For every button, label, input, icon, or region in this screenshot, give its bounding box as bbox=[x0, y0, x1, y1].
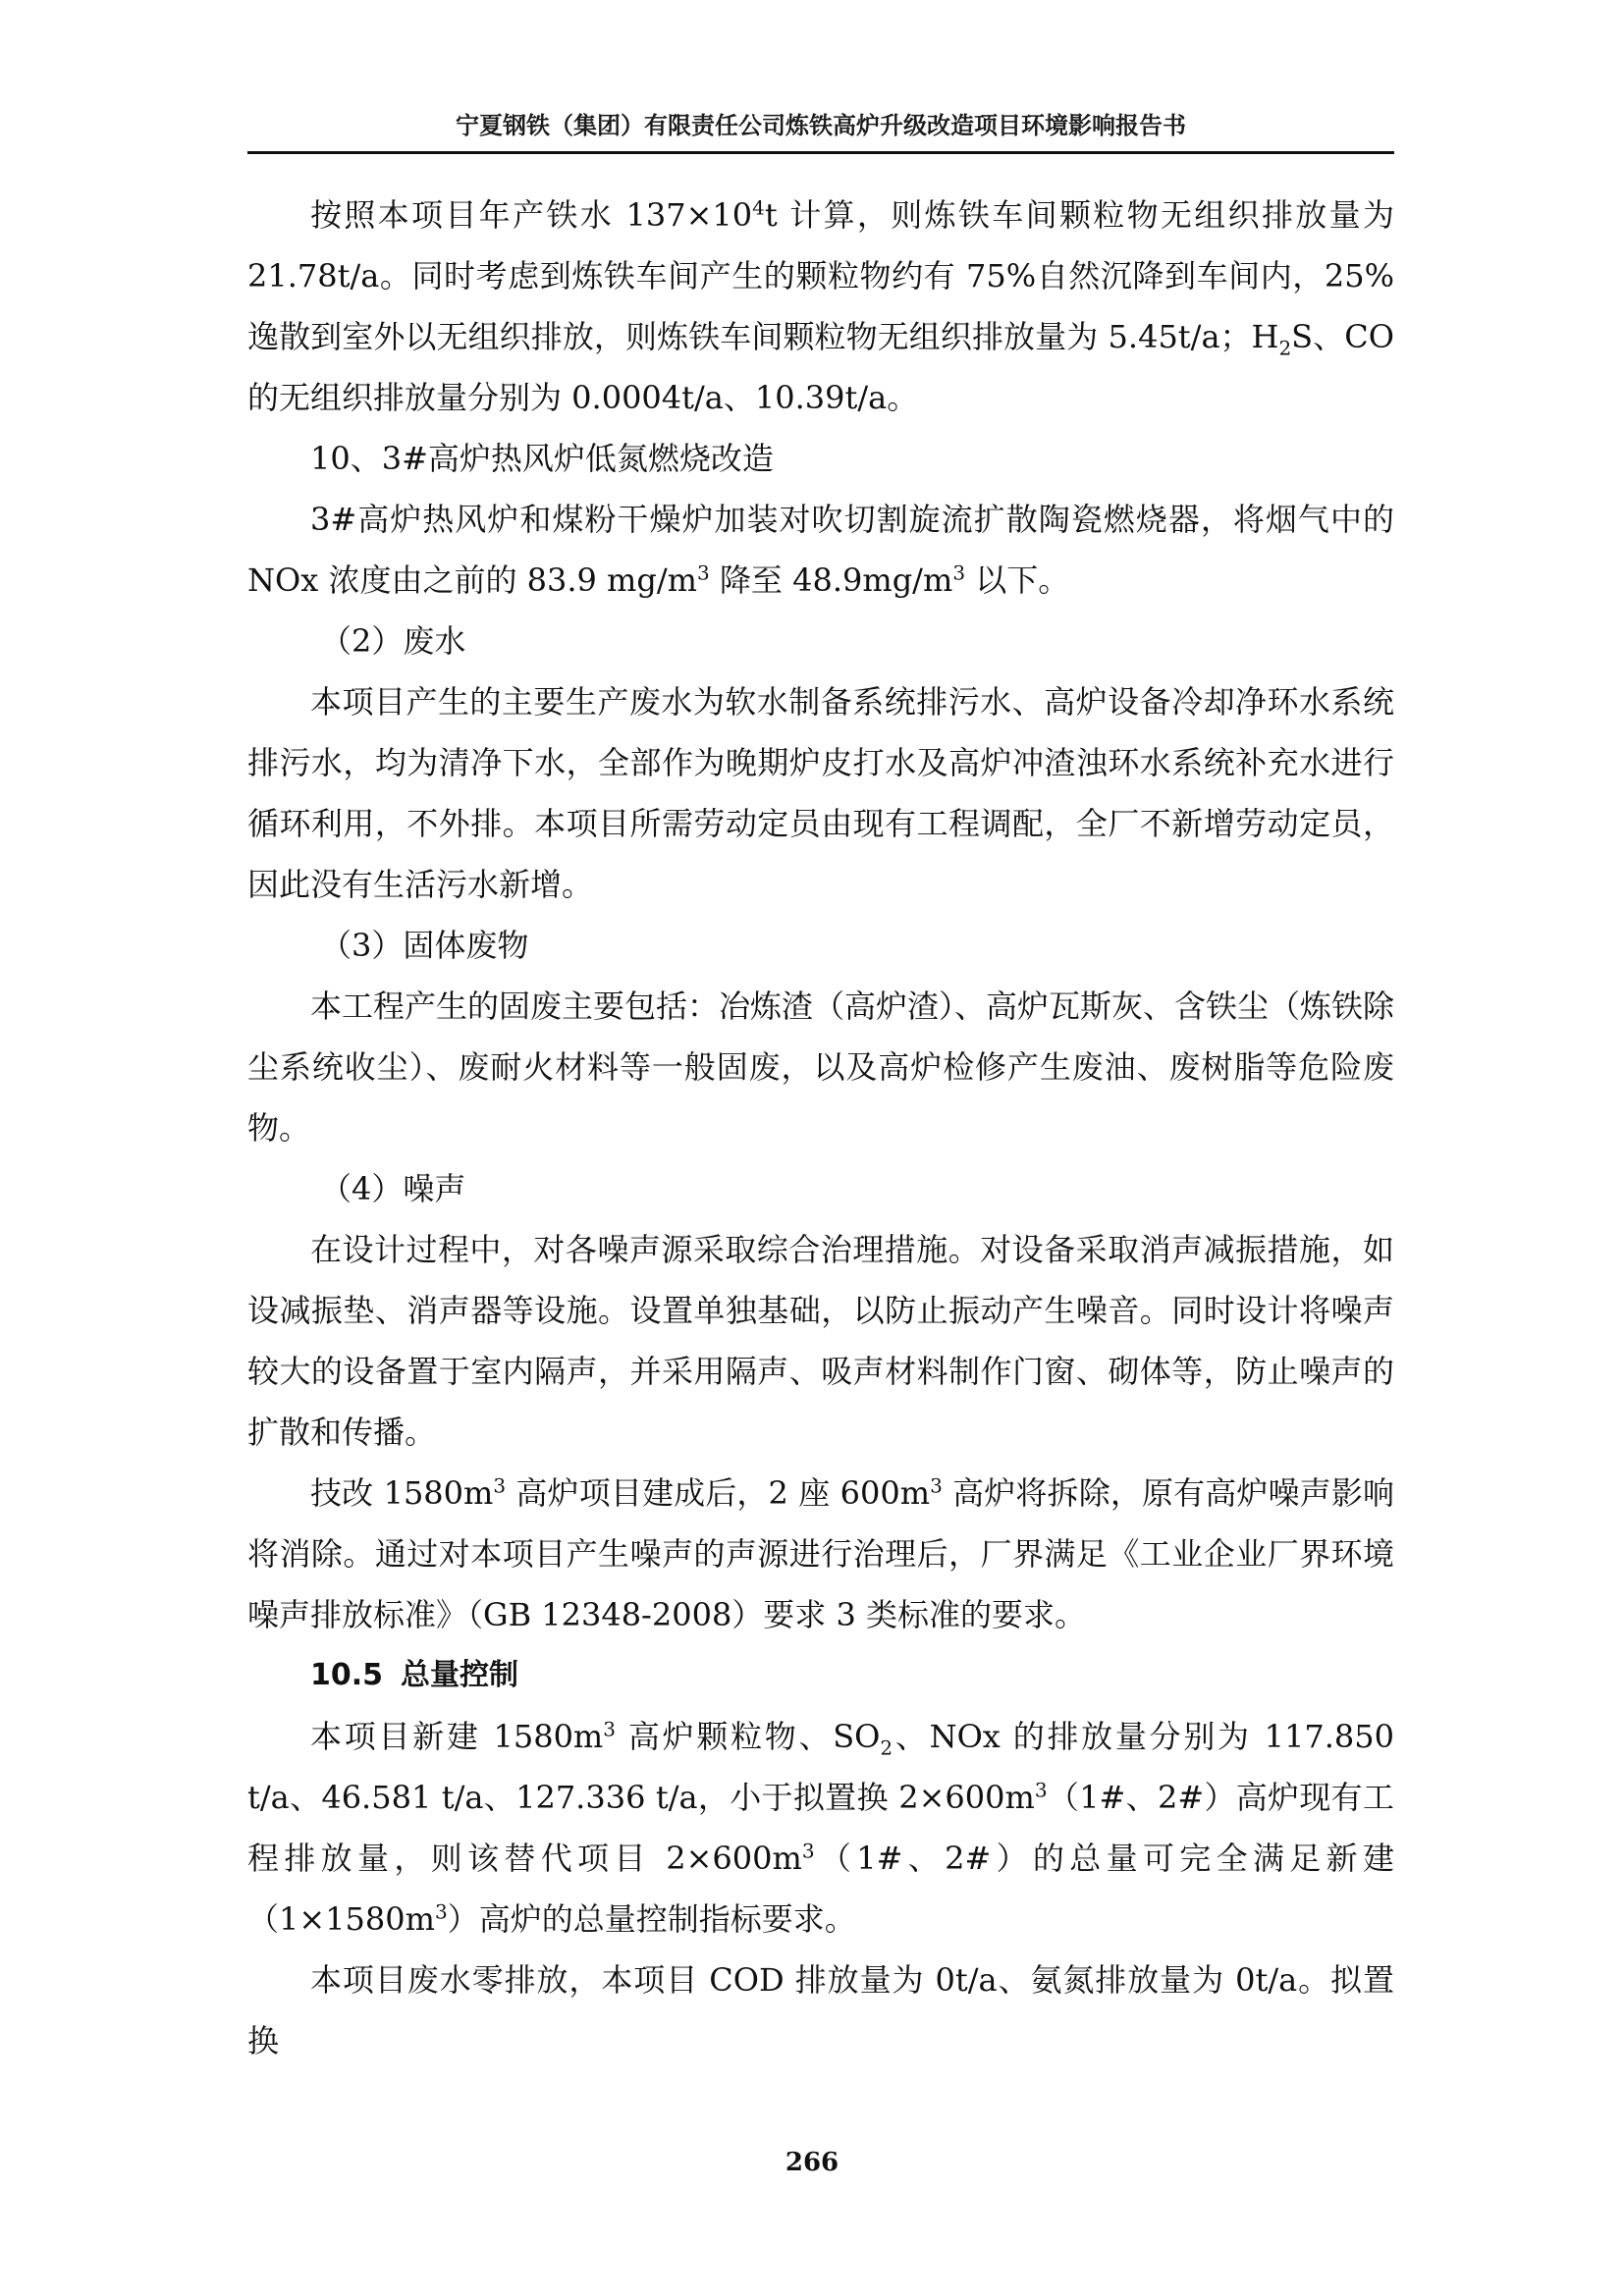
paragraph-total-emissions: 本项目新建 $1580m^3$ 高炉颗粒物、$SO_2$、NOx 的排放量分别为 117.850 t/a、46.581 t/a、127.336 t/a，小于拟置换 $2\times 600m^3(1\#$、2#）高炉现有工程排放量，则该替代项目 $2\times 600m^3(1\#$、2#）的总量可完全满足新建$(1\times 1580m^3)$高炉的总量控制指标要求。 bbox=[247, 1717, 1394, 1938]
section-number: 10.5 bbox=[310, 1658, 384, 1692]
subheading-solid-waste: （3）固体废物 bbox=[320, 927, 529, 964]
paragraph-wastewater: 本项目产生的主要生产废水为软水制备系统排污水、高炉设备冷却净环水系统排污水，均为清净下水，全部作为晚期炉皮打水及高炉冲渣浊环水系统补充水进行循环利用，不外排。本项目所需劳动定员由现有工程调配，全厂不新增劳动定员，因此没有生活污水新增。 bbox=[247, 683, 1394, 903]
header-divider bbox=[247, 151, 1394, 154]
paragraph-solid-waste: 本工程产生的固废主要包括：冶炼渣（高炉渣）、高炉瓦斯灰、含铁尘（炼铁除尘系统收尘）、废耐火材料等一般固废，以及高炉检修产生废油、废树脂等危险废物。 bbox=[247, 988, 1395, 1147]
paragraph-dust-emission: 按照本项目年产铁水 $137\times 10^4t$ 计算，则炼铁车间颗粒物无组织排放量为21.78t/a。同时考虑到炼铁车间产生的颗粒物约有 75%自然沉降到车间内，25%逸散到室外以无组织排放，则炼铁车间颗粒物无组织排放量为 5.45t/a；$H_2S$、CO 的无组织排放量分别为 0.0004t/a、10.39t/a。 bbox=[247, 195, 1394, 416]
section-heading-total-control bbox=[247, 1645, 1394, 1706]
document-header: 宁夏钢铁（集团）有限责任公司炼铁高炉升级改造项目环境影响报告书 bbox=[456, 112, 1186, 139]
item-heading-low-nitrogen: 10、3#高炉热风炉低氮燃烧改造 bbox=[310, 440, 774, 477]
paragraph-nox-retrofit: 3#高炉热风炉和煤粉干燥炉加装对吹切割旋流扩散陶瓷燃烧器，将烟气中的 NOx 浓度由之前的 83.9 $mg/m^3$ 降至 $48.9mg/m^3$ 以下。 bbox=[247, 501, 1394, 599]
page-number: 266 bbox=[785, 2148, 839, 2177]
page-body bbox=[247, 185, 1394, 2071]
paragraph-noise-result: 技改 $1580m^3$ 高炉项目建成后，2 座 $600m^3$ 高炉将拆除，原有高炉噪声影响将消除。通过对本项目产生噪声的声源进行治理后，厂界满足《工业企业厂界环境噪声排放标准》（GB 12348-2008）要求 3 类标准的要求。 bbox=[247, 1473, 1394, 1633]
subheading-wastewater: （2）废水 bbox=[320, 622, 466, 660]
paragraph-noise-measures: 在设计过程中，对各噪声源采取综合治理措施。对设备采取消声减振措施，如设减振垫、消声器等设施。设置单独基础，以防止振动产生噪音。同时设计将噪声较大的设备置于室内隔声，并采用隔声、吸声材料制作门窗、砌体等，防止噪声的扩散和传播。 bbox=[247, 1231, 1394, 1451]
subheading-noise: （4）噪声 bbox=[320, 1170, 466, 1207]
paragraph-cod-ammonia: 本项目废水零排放，本项目 COD 排放量为 0t/a、氨氮排放量为 0t/a。拟置换 bbox=[247, 1961, 1394, 2059]
section-title: 总量控制 bbox=[401, 1658, 519, 1692]
